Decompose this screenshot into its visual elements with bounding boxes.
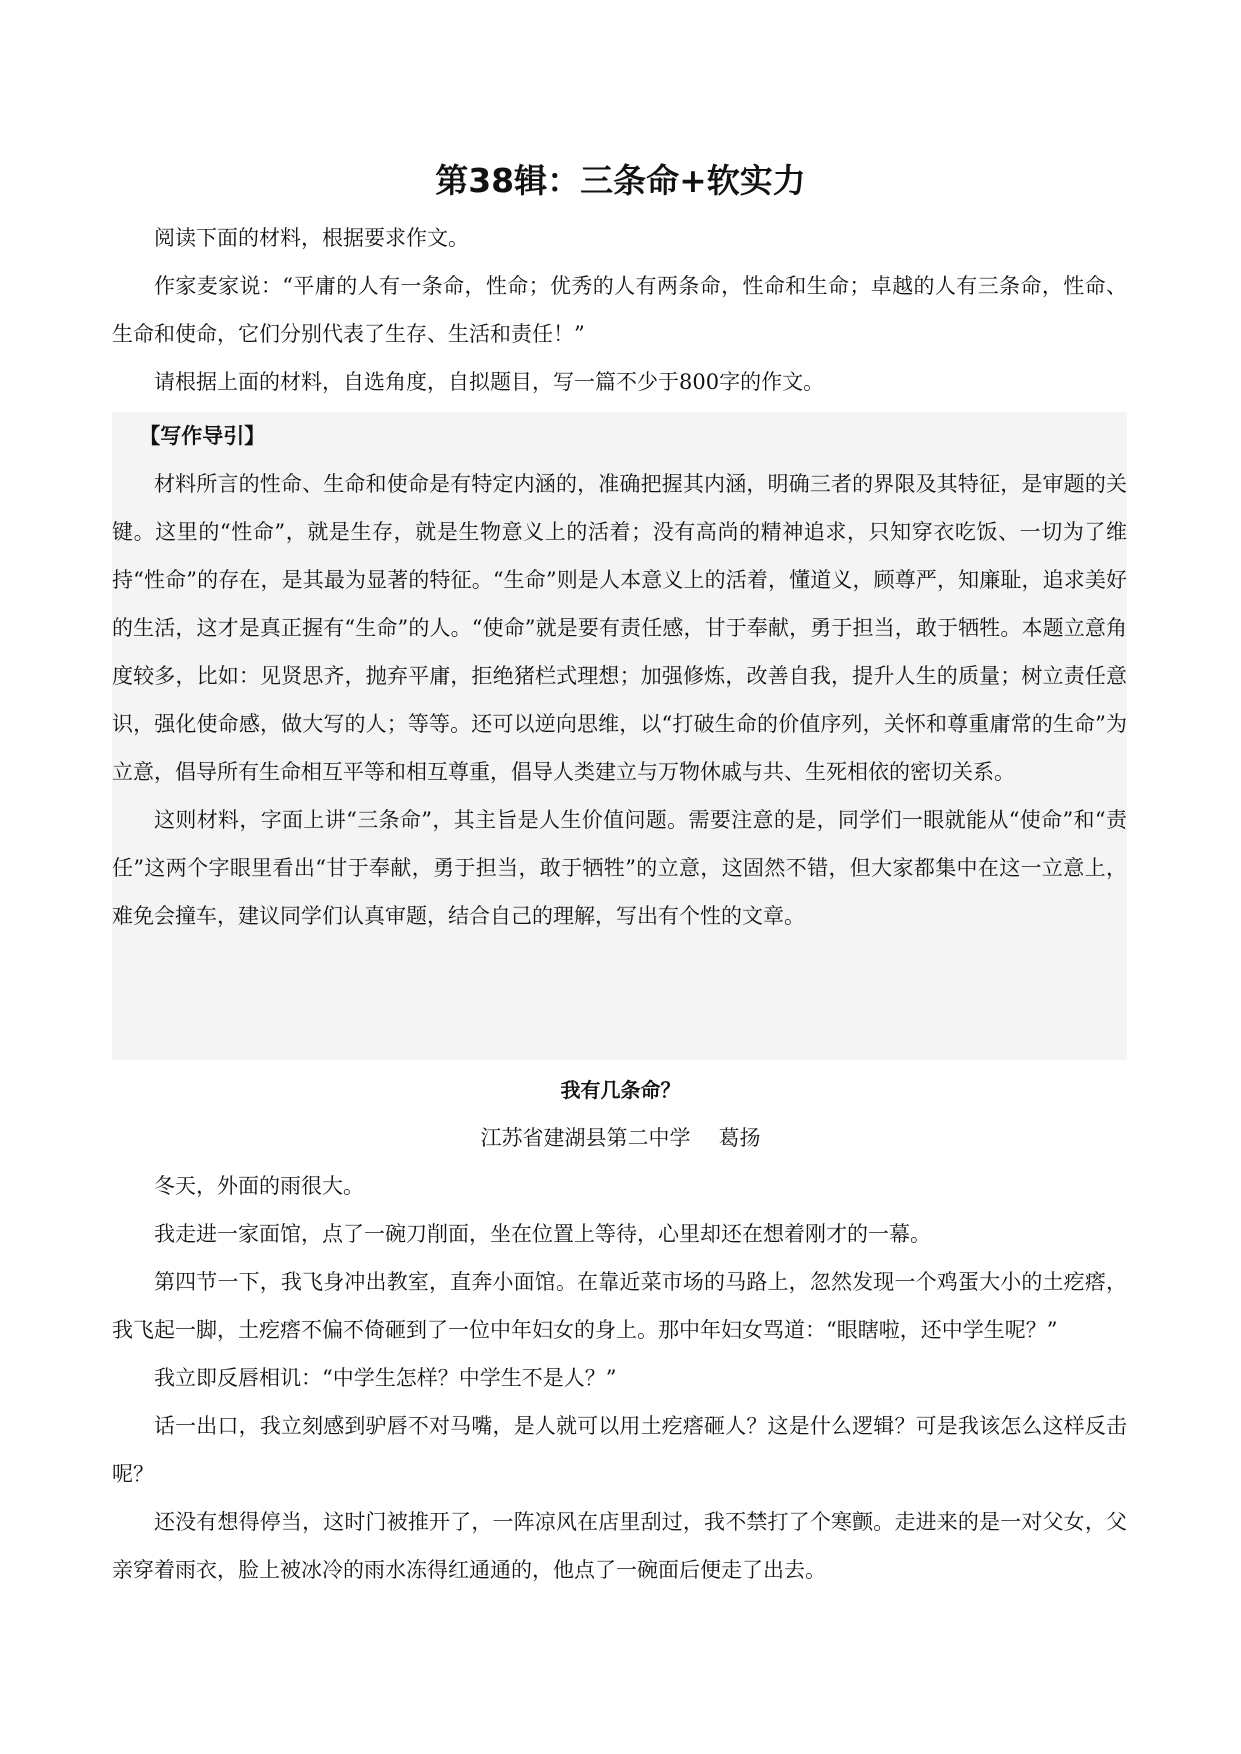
- essay-school: 江苏省建湖县第二中学: [480, 1126, 691, 1150]
- essay-paragraph: 话一出口，我立刻感到驴唇不对马嘴，是人就可以用土疙瘩砸人？这是什么逻辑？可是我该怎么这样反击呢？: [112, 1414, 1127, 1486]
- prompt-instruction: 阅读下面的材料，根据要求作文。: [154, 226, 469, 250]
- writing-guide-box: [112, 412, 1127, 1060]
- essay-title: 我有几条命？: [560, 1078, 681, 1102]
- essay-paragraph: 我立即反唇相讥：“中学生怎样？中学生不是人？”: [154, 1366, 617, 1390]
- writing-guide-heading: 【写作导引】: [139, 424, 266, 448]
- essay-paragraph: 第四节一下，我飞身冲出教室，直奔小面馆。在靠近菜市场的马路上，忽然发现一个鸡蛋大小的土疙瘩，我飞起一脚，土疙瘩不偏不倚砸到了一位中年妇女的身上。那中年妇女骂道：“眼瞎啦，还中学生呢？”: [112, 1270, 1127, 1342]
- writing-guide-paragraph: 这则材料，字面上讲“三条命”，其主旨是人生价值问题。需要注意的是，同学们一眼就能从“使命”和“责任”这两个字眼里看出“甘于奉献，勇于担当，敢于牺牲”的立意，这固然不错，但大家都集中在这一立意上，难免会撞车，建议同学们认真审题，结合自己的理解，写出有个性的文章。: [112, 808, 1127, 928]
- prompt-section: [112, 214, 1127, 406]
- essay-body: [112, 1162, 1127, 1594]
- document-title: 第38辑：三条命+软实力: [435, 161, 806, 200]
- prompt-requirement: 请根据上面的材料，自选角度，自拟题目，写一篇不少于800字的作文。: [154, 370, 825, 394]
- essay-paragraph: 我走进一家面馆，点了一碗刀削面，坐在位置上等待，心里却还在想着刚才的一幕。: [154, 1222, 931, 1246]
- essay-paragraph: 冬天，外面的雨很大。: [154, 1174, 364, 1198]
- writing-guide-paragraph: 材料所言的性命、生命和使命是有特定内涵的，准确把握其内涵，明确三者的界限及其特征，是审题的关键。这里的“性命”，就是生存，就是生物意义上的活着；没有高尚的精神追求，只知穿衣吃饭、一切为了维持“性命”的存在，是其最为显著的特征。“生命”则是人本意义上的活着，懂道义，顾尊严，知廉耻，追求美好的生活，这才是真正握有“生命”的人。“使命”就是要有责任感，甘于奉献，勇于担当，敢于牺牲。本题立意角度较多，比如：见贤思齐，抛弃平庸，拒绝猪栏式理想；加强修炼，改善自我，提升人生的质量；树立责任意识，强化使命感，做大写的人；等等。还可以逆向思维，以“打破生命的价值序列，关怀和尊重庸常的生命”为立意，倡导所有生命相互平等和相互尊重，倡导人类建立与万物休戚与共、生死相依的密切关系。: [112, 472, 1127, 784]
- essay-author: 葛扬: [718, 1126, 761, 1150]
- prompt-quote: 作家麦家说：“平庸的人有一条命，性命；优秀的人有两条命，性命和生命；卓越的人有三条命，性命、生命和使命，它们分别代表了生存、生活和责任！”: [112, 274, 1127, 346]
- essay-byline: [0, 1114, 1241, 1162]
- essay-paragraph: 还没有想得停当，这时门被推开了，一阵凉风在店里刮过，我不禁打了个寒颤。走进来的是一对父女，父亲穿着雨衣，脸上被冰冷的雨水冻得红通通的，他点了一碗面后便走了出去。: [112, 1510, 1127, 1582]
